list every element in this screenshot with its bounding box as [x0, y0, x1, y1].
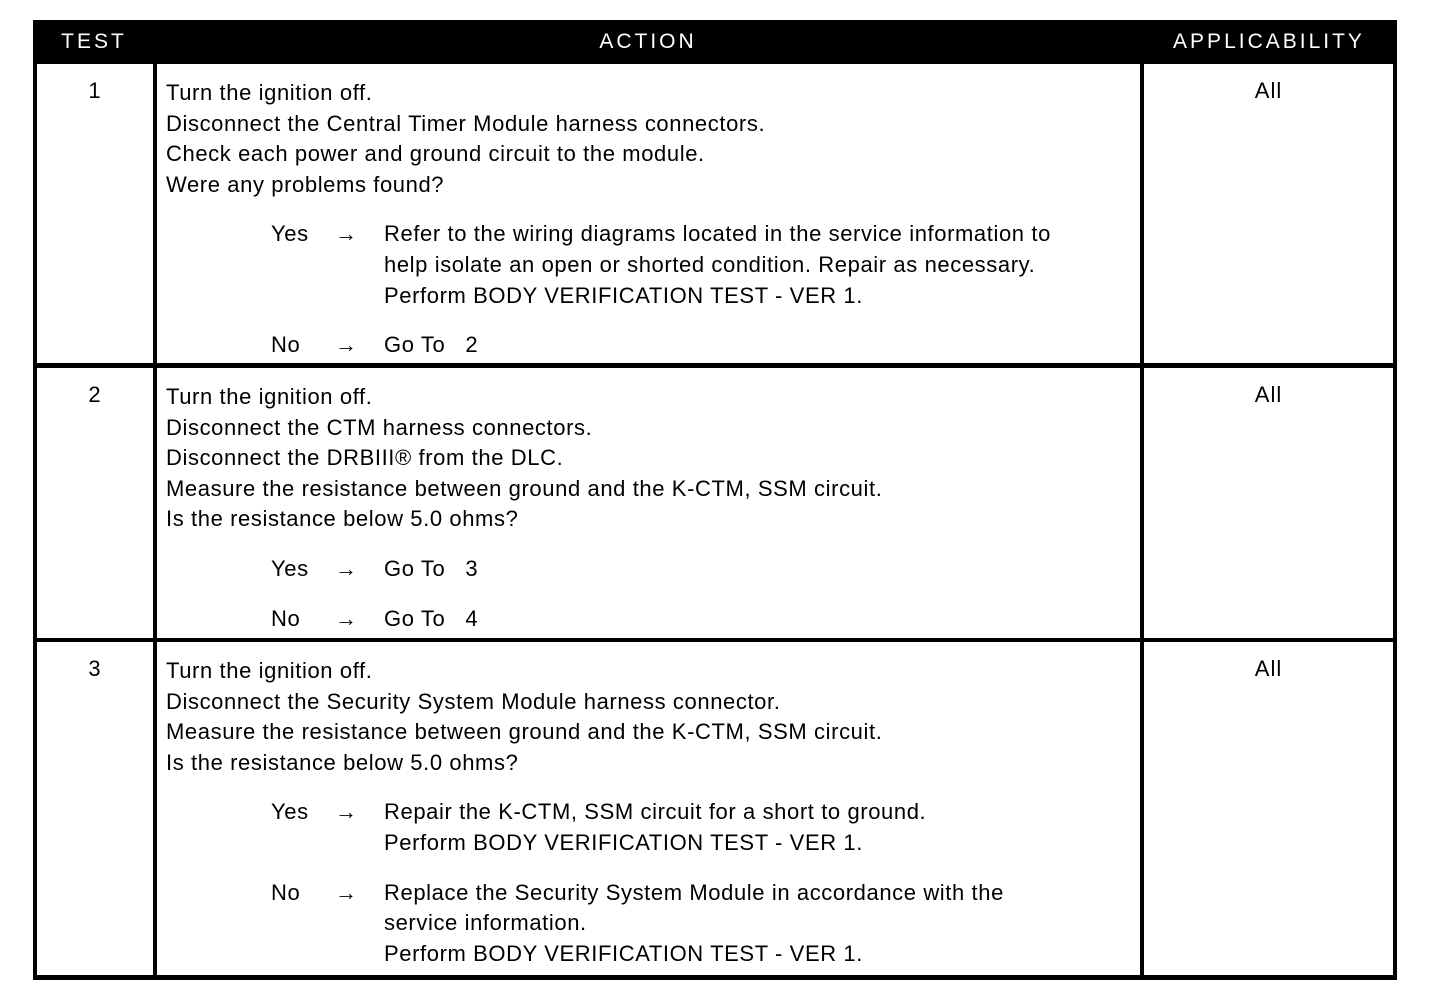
no-branch — [271, 604, 1134, 635]
yes-label: Yes — [271, 221, 309, 247]
action-cell — [157, 642, 1140, 975]
branch-text: Replace the Security System Module in accordance with the — [384, 879, 1004, 905]
yes-branch — [271, 219, 1134, 311]
step-text: Disconnect the DRBIII® from the DLC. — [166, 445, 564, 471]
header-test: TEST — [61, 30, 127, 53]
step-text: Check each power and ground circuit to the module. — [166, 141, 705, 167]
step-text: Turn the ignition off. — [166, 384, 373, 409]
yes-branch — [271, 554, 1134, 585]
step-text: Disconnect the CTM harness connectors. — [166, 414, 593, 440]
no-label: No — [271, 879, 301, 905]
test-number-cell — [37, 64, 153, 363]
yes-label: Yes — [271, 555, 309, 581]
no-label: No — [271, 605, 301, 631]
arrow-icon: → — [335, 555, 358, 581]
step-text: Measure the resistance between ground and the K-CTM, SSM circuit. — [166, 719, 883, 745]
branch-text: Go To 4 — [384, 605, 479, 631]
branch-text: help isolate an open or shorted condition. Repair as necessary. — [384, 251, 1036, 277]
test-number-cell — [37, 642, 153, 975]
no-branch — [271, 330, 1134, 361]
branch-text: Perform BODY VERIFICATION TEST - VER 1. — [384, 282, 863, 308]
step-text: Disconnect the Central Timer Module harness connectors. — [166, 110, 766, 136]
header-applicability: APPLICABILITY — [1173, 30, 1365, 53]
step-text: Turn the ignition off. — [166, 658, 373, 683]
applicability-value: All — [1254, 382, 1283, 407]
header-action: ACTION — [599, 30, 697, 53]
step-text: Were any problems found? — [166, 171, 445, 197]
step-text: Turn the ignition off. — [166, 80, 373, 105]
arrow-icon: → — [335, 605, 358, 631]
branch-text: Go To 2 — [384, 332, 479, 358]
arrow-icon: → — [335, 221, 358, 247]
arrow-icon: → — [335, 332, 358, 358]
applicability-value: All — [1254, 656, 1283, 681]
step-text: Measure the resistance between ground and the K-CTM, SSM circuit. — [166, 475, 883, 501]
yes-branch — [271, 797, 1134, 858]
applicability-cell — [1144, 64, 1393, 363]
branch-text: Repair the K-CTM, SSM circuit for a short to ground. — [384, 799, 927, 825]
branch-text: Perform BODY VERIFICATION TEST - VER 1. — [384, 940, 863, 966]
test-number-cell — [37, 368, 153, 638]
step-text: Is the resistance below 5.0 ohms? — [166, 749, 519, 775]
no-label: No — [271, 332, 301, 358]
applicability-cell — [1144, 368, 1393, 638]
diagnostic-test-table — [33, 20, 1397, 980]
test-number: 2 — [88, 382, 102, 407]
branch-text: Go To 3 — [384, 555, 479, 581]
test-number: 3 — [88, 656, 102, 681]
action-cell — [157, 64, 1140, 363]
branch-text: Refer to the wiring diagrams located in the service information to — [384, 221, 1051, 247]
arrow-icon: → — [335, 879, 358, 905]
test-number: 1 — [88, 78, 102, 103]
branch-text: Perform BODY VERIFICATION TEST - VER 1. — [384, 829, 863, 855]
action-cell — [157, 368, 1140, 638]
no-branch — [271, 878, 1134, 970]
branch-text: service information. — [384, 910, 587, 936]
step-text: Is the resistance below 5.0 ohms? — [166, 506, 519, 532]
arrow-icon: → — [335, 799, 358, 825]
step-text: Disconnect the Security System Module harness connector. — [166, 688, 781, 714]
applicability-cell — [1144, 642, 1393, 975]
applicability-value: All — [1254, 78, 1283, 103]
yes-label: Yes — [271, 799, 309, 825]
